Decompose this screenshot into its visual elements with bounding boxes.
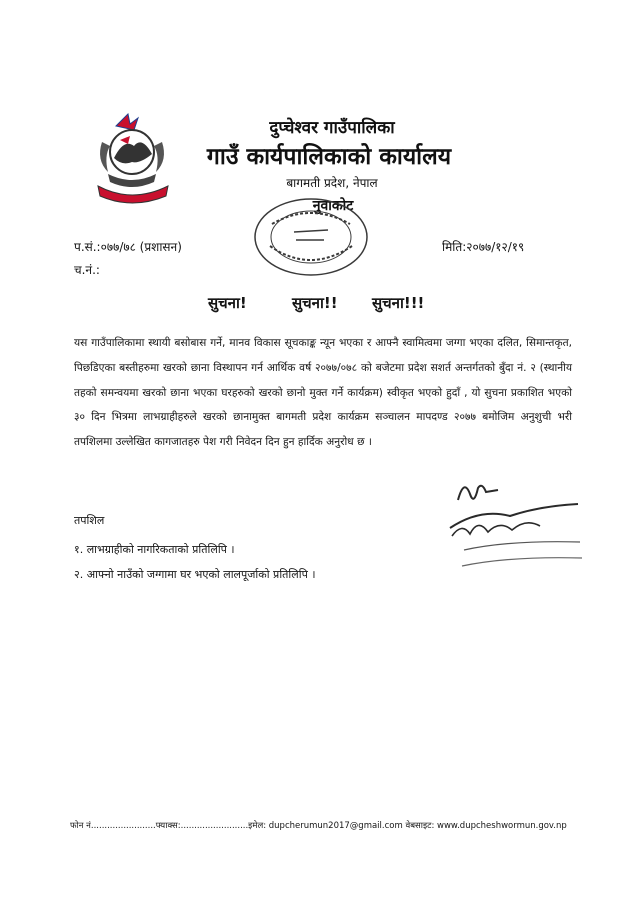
schedule-title: तपशिल: [74, 514, 105, 527]
schedule-item: १. लाभग्राहीको नागरिकताको प्रतिलिपि ।: [74, 543, 235, 556]
schedule-item: २. आफ्नो नाउँको जग्गामा घर भएको लालपूर्जाको प्रतिलिपि ।: [74, 568, 316, 581]
district-name: नुवाकोट: [312, 198, 354, 214]
office-round-stamp-icon: [250, 194, 372, 280]
dispatch-number: च.नं.:: [74, 263, 100, 277]
municipality-name: दुप्चेश्वर गाउँपालिका: [269, 118, 395, 138]
handwritten-signature-icon: [440, 478, 590, 578]
office-name: गाउँ कार्यपालिकाको कार्यालय: [206, 144, 452, 170]
letter-date: मिति:२०७७/१२/१९: [442, 240, 525, 254]
notice-heading-2: सुचना!!: [292, 294, 338, 312]
notice-body-paragraph: यस गाउँपालिकामा स्थायी बसोबास गर्ने, मानव विकास सूचकाङ्क न्यून भएका र आफ्नै स्वामित्वमा जग्गा भएका दलित, सिमान्तकृत, पिछडिएका बस्तीहरुमा खरको छाना विस्थापन गर्न आर्थिक वर्ष २०७७/०७८ को बजेटमा प्रदेश सशर्त अन्तर्गतको बुँदा नं. २ (स्थानीय तहको समन्वयमा खरको छाना भएका घरहरुको खरको छानो मुक्त गर्ने कार्यक्रम) स्वीकृत भएको हुदाँ , यो सुचना प्रकाशित भएको ३० दिन भित्रमा लाभग्राहीहरुले खरको छानामुक्त बागमती प्रदेश कार्यक्रम सञ्चालन मापदण्ड २०७७ बमोजिम अनुशुची भरी तपशिलमा उल्लेखित कागजातहरु पेश गरी निवेदन दिन हुन हार्दिक अनुरोध छ ।: [74, 337, 572, 449]
notice-heading-3: सुचना!!!: [372, 294, 425, 312]
province-country: बागमती प्रदेश, नेपाल: [286, 176, 378, 190]
reference-number: प.सं.:०७७/७८ (प्रशासन): [74, 240, 182, 254]
notice-heading-1: सुचना!: [208, 294, 247, 312]
nepal-government-emblem-icon: [94, 112, 174, 208]
contact-footer: फोन नं........................फ्याक्स:.........................इमेल: dupcherumun2017@gmail.com वेबसाइट: www.dupcheshwormun.gov.np: [70, 821, 567, 831]
